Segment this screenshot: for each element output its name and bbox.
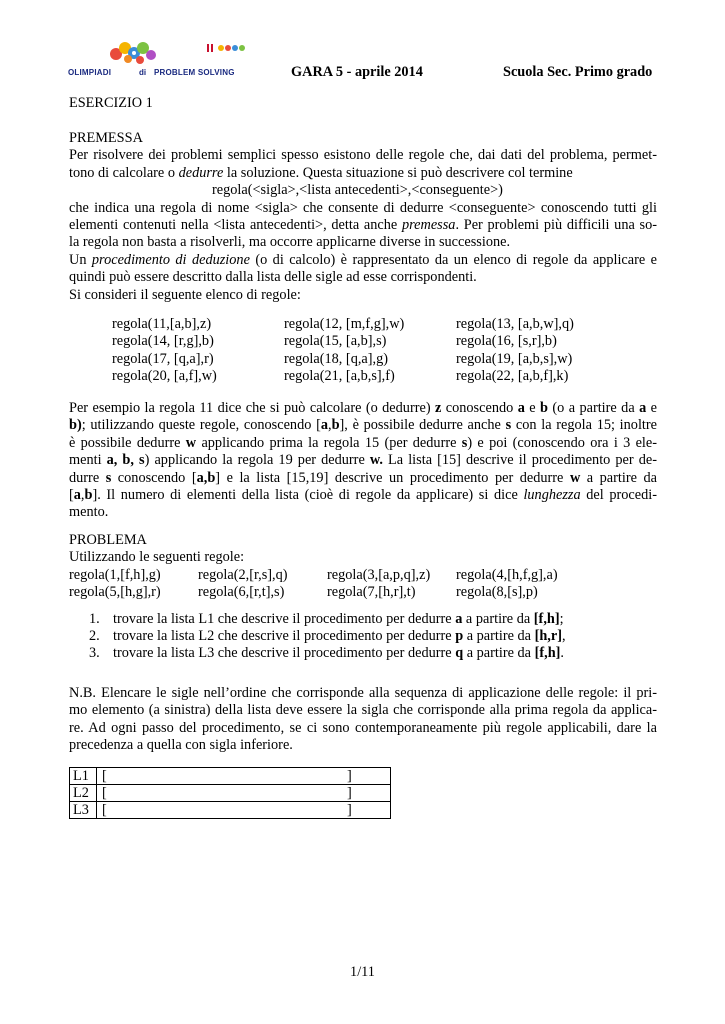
text: conoscendo [ — [111, 469, 197, 486]
bold: w. — [369, 452, 383, 469]
rule: regola(17, [q,a],r) — [112, 350, 214, 367]
text: ]. Il numero di elementi della lista (cioè di regole da applicare) si dice — [92, 486, 524, 503]
rule-formula: regola(<sigla>,<lista antecedenti>,<conseguente>) — [212, 182, 503, 199]
close-bracket: ] — [347, 768, 352, 784]
bold: a,b — [196, 469, 216, 486]
text: menti — [69, 452, 107, 469]
rule: regola(6,[r,t],s) — [198, 584, 285, 601]
close-bracket: ] — [347, 802, 352, 818]
question-number: 3. — [89, 645, 100, 662]
partner-logos-icon — [207, 43, 247, 53]
premessa-heading: PREMESSA — [69, 130, 143, 146]
text: , — [80, 486, 85, 503]
flower-logo-icon — [106, 40, 160, 66]
text: è possibile dedurre — [69, 434, 186, 451]
rule: regola(3,[a,p,q],z) — [327, 566, 431, 583]
bold: z — [435, 400, 442, 416]
rule: regola(22, [a,b,f],k) — [456, 368, 569, 385]
bold: a — [639, 400, 647, 416]
open-bracket: [ — [102, 785, 107, 801]
question-text — [113, 628, 566, 645]
rule: regola(21, [a,b,s],f) — [284, 368, 395, 385]
olimpiadi-logo — [68, 40, 248, 80]
text: elementi contenuti nella <lista antecedenti>, detta anche — [69, 216, 402, 233]
answer-label: L3 — [70, 802, 97, 819]
bold: s — [505, 417, 512, 434]
text: ; utilizzando queste regole, conoscendo [ — [81, 417, 321, 434]
premessa-line: quindi può essere descritto dalla lista delle sigle ad esse corrispondenti. — [69, 269, 477, 286]
question-item — [69, 611, 657, 628]
text: La lista [15] descrive il procedimento per de- — [382, 452, 657, 469]
question-item — [69, 628, 657, 645]
question-number: 2. — [89, 627, 100, 644]
rule: regola(12, [m,f,g],w) — [284, 316, 405, 332]
text: trovare la lista L2 che descrive il procedimento per dedurre — [113, 627, 456, 644]
bold: w — [185, 434, 197, 451]
emphasis: procedimento di deduzione — [91, 251, 250, 268]
text: con la regola 15; inoltre — [511, 417, 657, 434]
premessa-line: Per risolvere dei problemi semplici spesso esistono delle regole che, dai dati del problema, permet- — [69, 147, 657, 164]
logo-text-left: OLIMPIADI — [68, 68, 112, 77]
bold: p — [455, 627, 464, 644]
text: trovare la lista L3 che descrive il procedimento per dedurre — [113, 645, 456, 662]
bold: b) — [69, 417, 82, 434]
text: ] e la lista [15,19] descrive un procedimento per dedurre — [215, 469, 570, 486]
problema-intro: Utilizzando le seguenti regole: — [69, 549, 245, 566]
problema-section — [69, 532, 657, 663]
rule: regola(20, [a,f],w) — [112, 368, 217, 385]
text: . Per problemi più difficili una so- — [455, 216, 658, 233]
rule: regola(18, [q,a],g) — [284, 350, 389, 367]
text: e — [646, 400, 658, 416]
text: applicando prima la regola 15 (per dedurre — [196, 434, 462, 451]
bold: b — [540, 400, 548, 416]
open-bracket: [ — [102, 768, 107, 784]
exercise-title-text: ESERCIZIO 1 — [69, 95, 153, 111]
example-line — [69, 452, 657, 469]
bold: a, b, s — [106, 452, 145, 469]
bold: w — [569, 469, 581, 486]
answer-field-l1[interactable] — [97, 768, 391, 785]
bold: a — [517, 400, 525, 416]
example-paragraph — [69, 400, 657, 522]
bold: b — [84, 486, 93, 503]
question-number: 1. — [89, 610, 100, 627]
text: a partire da — [462, 610, 534, 627]
logo-text-mid: di — [139, 68, 147, 77]
premessa-line — [69, 217, 657, 234]
answer-table — [69, 767, 391, 819]
text: a partire da — [580, 469, 657, 486]
text: , — [562, 627, 566, 644]
rule: regola(19, [a,b,s],w) — [456, 350, 573, 367]
nb-line: precedenza a quella con sigla inferiore. — [69, 737, 293, 754]
text: (o di calcolo) è rappresentato da un elenco di regole da applicare e — [249, 251, 657, 268]
example-line — [69, 400, 657, 417]
question-text — [113, 645, 564, 662]
answer-row — [70, 768, 391, 785]
problema-rules — [69, 567, 657, 602]
text: Per esempio la regola 11 dice che si può calcolare (o dedurre) — [69, 400, 435, 416]
question-item — [69, 645, 657, 662]
emphasis: dedurre — [178, 164, 224, 181]
text: del procedi- — [580, 486, 658, 503]
text: Un — [69, 251, 92, 268]
example-line — [69, 487, 657, 504]
bold: s — [461, 434, 468, 451]
open-bracket: [ — [102, 802, 107, 818]
rule: regola(14, [r,g],b) — [112, 333, 214, 350]
bold: b — [331, 417, 340, 434]
problema-heading: PROBLEMA — [69, 532, 147, 548]
answer-field-l3[interactable] — [97, 802, 391, 819]
text: a partire da — [463, 627, 535, 644]
text: trovare la lista L1 che descrive il procedimento per dedurre — [113, 610, 456, 627]
rule: regola(2,[r,s],q) — [198, 566, 288, 583]
bold: [h,r] — [534, 627, 562, 644]
bold: a — [320, 417, 328, 434]
nb-note — [69, 685, 657, 755]
rule: regola(5,[h,g],r) — [69, 584, 161, 601]
emphasis: lunghezza — [523, 486, 581, 503]
question-text — [113, 611, 564, 628]
questions-list — [69, 611, 657, 663]
competition-title: GARA 5 - aprile 2014 — [291, 64, 423, 80]
logo-text-right: PROBLEM SOLVING — [154, 68, 235, 77]
premessa-section — [69, 130, 657, 304]
text: e — [524, 400, 541, 416]
premessa-line: la regola non basta a risolverli, ma occorre applicarne diverse in successione. — [69, 234, 511, 251]
rule: regola(1,[f,h],g) — [69, 566, 161, 583]
bold: [f,h] — [533, 610, 560, 627]
text: conoscendo — [441, 400, 518, 416]
text: ) applicando la regola 19 per dedurre — [144, 452, 370, 469]
page-number: 1/11 — [350, 964, 375, 980]
rule: regola(13, [a,b,w],q) — [456, 316, 574, 332]
rule: regola(16, [s,r],b) — [456, 333, 557, 350]
rule: regola(7,[h,r],t) — [327, 584, 416, 601]
example-line — [69, 470, 657, 487]
text: durre — [69, 469, 106, 486]
text: ; — [559, 610, 564, 627]
answer-row — [70, 785, 391, 802]
answer-row — [70, 802, 391, 819]
rule: regola(4,[h,f,g],a) — [456, 566, 558, 583]
example-line — [69, 417, 657, 434]
text: [ — [69, 486, 74, 503]
emphasis: premessa — [401, 216, 456, 233]
answer-label: L2 — [70, 785, 97, 802]
text: ], è possibile dedurre anche — [339, 417, 506, 434]
rule: regola(8,[s],p) — [456, 584, 538, 601]
text: ) e poi (conoscendo ora i 3 ele- — [467, 434, 657, 451]
text: a partire da — [463, 645, 535, 662]
example-line: mento. — [69, 504, 109, 521]
problema-rules-row — [69, 567, 657, 584]
nb-line: N.B. Elencare le sigle nell’ordine che corrisponde alla sequenza di applicazione delle regole: il pri- — [69, 685, 657, 701]
bold: q — [455, 645, 464, 662]
text: la soluzione. Questa situazione si può descrivere col termine — [223, 164, 573, 181]
answer-label: L1 — [70, 768, 97, 785]
text: tono di calcolare o — [69, 164, 179, 181]
premessa-line — [69, 165, 657, 182]
text: . — [560, 645, 564, 662]
bold: a — [73, 486, 81, 503]
close-bracket: ] — [347, 785, 352, 801]
answer-field-l2[interactable] — [97, 785, 391, 802]
rule: regola(15, [a,b],s) — [284, 333, 387, 350]
bold: a — [455, 610, 463, 627]
bold: [f,h] — [534, 645, 561, 662]
premessa-line — [69, 252, 657, 269]
rule: regola(11,[a,b],z) — [112, 316, 212, 332]
text: , — [328, 417, 332, 434]
text: (o a partire da — [547, 400, 640, 416]
example-line — [69, 435, 657, 452]
nb-line: mo elemento (a sinistra) della lista deve essere la sigla che corrisponde alla prima regola da applica- — [69, 702, 657, 719]
exercise-title — [69, 95, 657, 112]
problema-rules-row — [69, 584, 657, 601]
school-level: Scuola Sec. Primo grado — [503, 64, 653, 80]
nb-line: re. Ad ogni passo del procedimento, se ci sono contemporaneamente più regole applicabili, dare la — [69, 719, 657, 736]
premessa-line: che indica una regola di nome <sigla> che consente di dedurre <conseguente> conoscendo tutti gli — [69, 199, 657, 216]
bold: s — [105, 469, 112, 486]
premessa-line: Si consideri il seguente elenco di regole: — [69, 286, 301, 303]
